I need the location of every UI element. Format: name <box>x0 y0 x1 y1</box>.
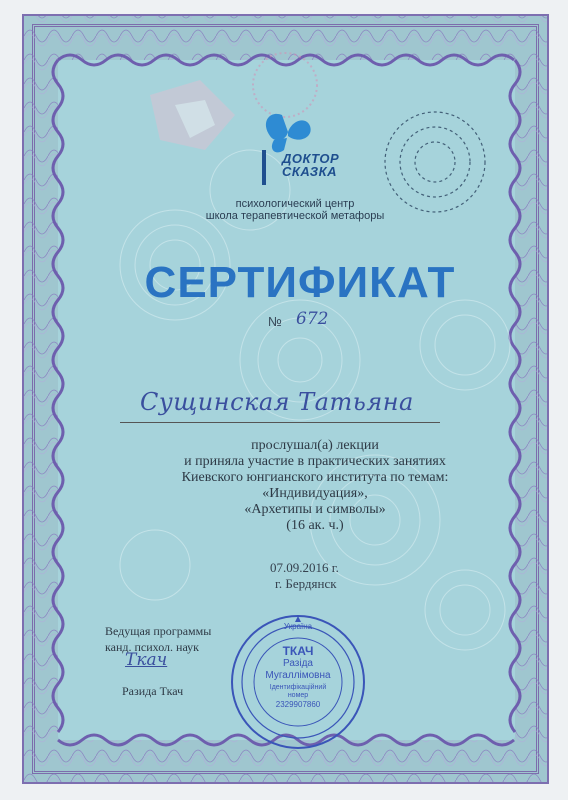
issue-date: 07.09.2016 г. <box>270 560 339 575</box>
stamp-surname: ТКАЧ <box>282 644 314 658</box>
stamp-id-label-2: номер <box>287 692 309 699</box>
stamp-id-label: Ідентифікаційний <box>269 684 327 691</box>
stamp-country: Україна <box>283 622 313 631</box>
certificate-number: 672 <box>296 309 329 329</box>
number-label: № <box>268 314 282 329</box>
body-line-2: и приняла участие в практических занятиях <box>184 454 446 469</box>
name-underline <box>120 422 440 423</box>
certificate-title: СЕРТИФИКАТ <box>144 258 456 307</box>
org-line-2: школа терапевтической метафоры <box>205 210 385 222</box>
signatory-name: Разида Ткач <box>122 684 184 698</box>
stamp-first-name: Разіда <box>283 658 313 669</box>
body-line-6: (16 ак. ч.) <box>286 518 344 533</box>
body-line-3: Киевского юнгианского института по темам: <box>181 470 449 485</box>
body-line-5: «Архетипы и символы» <box>244 502 386 517</box>
signatory-role-2: канд. психол. наук <box>105 640 200 654</box>
logo-wordmark <box>282 152 339 178</box>
stamp-patronymic: Мугаллімовна <box>265 670 331 681</box>
handwritten-signature: Ткач <box>125 650 168 670</box>
body-line-4: «Индивидуация», <box>262 486 368 501</box>
signatory-role-1: Ведущая программы <box>105 624 212 638</box>
org-line-1: психологический центр <box>235 198 355 210</box>
logo-line-1: ДОКТОР <box>282 151 340 166</box>
body-line-1: прослушал(а) лекции <box>251 438 379 453</box>
issue-city: г. Бердянск <box>275 576 337 591</box>
stamp-seal-icon <box>228 612 368 752</box>
official-stamp <box>228 612 368 752</box>
stamp-id-number: 2329907860 <box>275 700 321 709</box>
logo-line-2: СКАЗКА <box>282 164 338 179</box>
recipient-name: Сущинская Татьяна <box>140 388 414 416</box>
